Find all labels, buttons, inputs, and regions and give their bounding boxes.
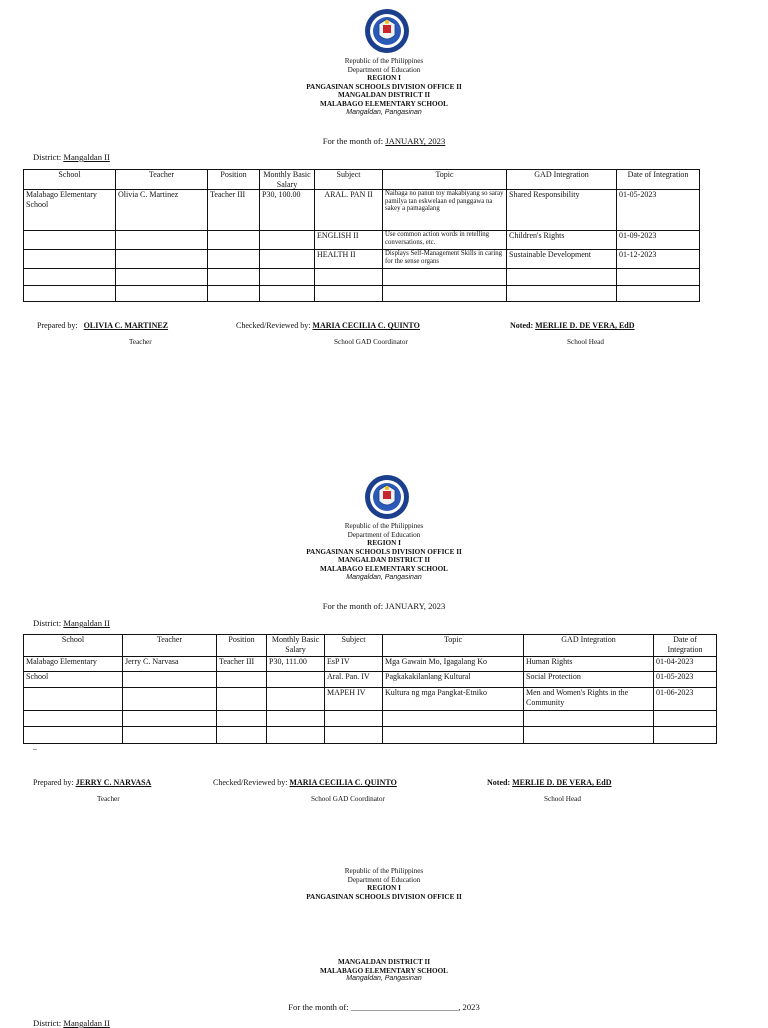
stray-dash: _ [33,742,37,751]
cell-empty [315,286,383,302]
cell-teacher [123,672,217,688]
cell-school [24,688,123,711]
cell-salary [267,688,325,711]
col-salary: Monthly Basic Salary [267,635,325,657]
school-line: MALABAGO ELEMENTARY SCHOOL [320,564,448,573]
cell-topic: Displays Self-Management Skills in caring for the sense organs [383,250,507,269]
region-line: REGION I [367,884,401,893]
noted-by [510,321,635,330]
district-label: District: [33,1018,62,1028]
cell-salary: P30, 100.00 [260,190,315,231]
month-label: For the month of: [322,601,384,611]
noted-name: MERLIE D. DE VERA, EdD [512,778,612,787]
col-gad: GAD Integration [524,635,654,657]
table-row [24,190,700,231]
col-school: School [24,170,116,190]
district-value: Mangaldan II [63,152,110,162]
col-date: Date of Integration [617,170,700,190]
cell-subject: ARAL. PAN II [315,190,383,231]
noted-name: MERLIE D. DE VERA, EdD [535,321,635,330]
cell-empty [524,711,654,727]
district-label: District: [33,618,62,628]
cell-subject: MAPEH IV [325,688,383,711]
district-office-line: MANGALDAN DISTRICT II [337,91,431,100]
region-line: REGION I [367,74,401,83]
cell-date: 01-12-2023 [617,250,700,269]
month-line [0,1002,768,1012]
prepared-name: OLIVIA C. MARTINEZ [83,321,169,330]
republic-line: Republic of the Philippines [344,522,424,530]
table-row [24,269,700,286]
col-teacher: Teacher [116,170,208,190]
month-label: For the month of: [322,136,384,146]
cell-empty [24,269,116,286]
cell-empty [217,727,267,744]
cell-salary: P30, 111.00 [267,657,325,672]
cell-empty [507,269,617,286]
checked-name: MARIA CECILIA C. QUINTO [312,321,420,330]
cell-position [217,688,267,711]
district-value: Mangaldan II [63,618,110,628]
gad-table-2 [23,634,717,744]
month-label: For the month of: [288,1002,349,1012]
division-line: PANGASINAN SCHOOLS DIVISION OFFICE II [306,547,462,556]
table-row [24,286,700,302]
cell-subject: ENGLISH II [315,231,383,250]
cell-school: Malabago Elementary [24,657,123,672]
district-office-line: MANGALDAN DISTRICT II [337,556,431,565]
col-position: Position [217,635,267,657]
cell-topic: Pagkakakilanlang Kultural [383,672,524,688]
republic-line: Republic of the Philippines [344,57,424,65]
cell-empty [208,286,260,302]
cell-teacher [116,250,208,269]
cell-school [24,250,116,269]
cell-empty [654,727,717,744]
checked-by [236,321,420,330]
noted-role: School Head [567,338,604,346]
checked-name: MARIA CECILIA C. QUINTO [289,778,397,787]
month-line [0,601,768,611]
gad-table-1 [23,169,700,302]
cell-empty [654,711,717,727]
cell-empty [116,269,208,286]
month-blank: _________________________, 2023 [350,1002,480,1012]
cell-date: 01-04-2023 [654,657,717,672]
letterhead-bottom [0,958,768,984]
table-row [24,231,700,250]
deped-seal-icon [364,474,410,520]
cell-empty [617,269,700,286]
cell-school: School [24,672,123,688]
division-line: PANGASINAN SCHOOLS DIVISION OFFICE II [306,892,462,901]
cell-teacher [116,231,208,250]
col-school: School [24,635,123,657]
prepared-by [33,778,151,787]
cell-topic: Use common action words in retelling conversations, etc. [383,231,507,250]
noted-label: Noted: [487,778,511,787]
col-subject: Subject [315,170,383,190]
cell-topic: Mga Gawain Mo, Igagalang Ko [383,657,524,672]
cell-empty [24,286,116,302]
cell-subject: EsP IV [325,657,383,672]
noted-role: School Head [544,795,581,803]
cell-empty [325,711,383,727]
checked-by [213,778,397,787]
checked-role: School GAD Coordinator [334,338,408,346]
cell-empty [383,269,507,286]
location-line: Mangaldan, Pangasinan [346,975,422,983]
cell-empty [524,727,654,744]
cell-teacher: Olivia C. Martinez [116,190,208,231]
col-topic: Topic [383,635,524,657]
checked-role: School GAD Coordinator [311,795,385,803]
department-line: Department of Education [347,530,421,539]
location-line: Mangaldan, Pangasinan [346,573,422,581]
cell-empty [208,269,260,286]
cell-empty [267,727,325,744]
cell-empty [260,269,315,286]
col-date: Date of Integration [654,635,717,657]
division-line: PANGASINAN SCHOOLS DIVISION OFFICE II [306,82,462,91]
cell-gad: Children's Rights [507,231,617,250]
col-salary: Monthly Basic Salary [260,170,315,190]
prepared-by [37,321,168,330]
cell-gad: Social Protection [524,672,654,688]
district-label: District: [33,152,62,162]
department-line: Department of Education [347,875,421,884]
cell-salary [260,231,315,250]
month-line [0,136,768,146]
cell-school: Malabago Elementary School [24,190,116,231]
col-gad: GAD Integration [507,170,617,190]
cell-subject: HEALTH II [315,250,383,269]
noted-by [487,778,612,787]
month-value: JANUARY, 2023 [385,601,446,611]
school-line: MALABAGO ELEMENTARY SCHOOL [320,966,448,975]
month-value: JANUARY, 2023 [385,136,446,146]
cell-gad: Men and Women's Rights in the Community [524,688,654,711]
cell-date: 01-09-2023 [617,231,700,250]
col-subject: Subject [325,635,383,657]
department-line: Department of Education [347,65,421,74]
table-row [24,711,717,727]
cell-gad: Shared Responsibility [507,190,617,231]
cell-position: Teacher III [208,190,260,231]
district-line [33,1018,110,1028]
col-topic: Topic [383,170,507,190]
table-row [24,727,717,744]
letterhead-top [0,867,768,901]
district-office-line: MANGALDAN DISTRICT II [337,958,431,966]
prepared-label: Prepared by: [33,778,74,787]
prepared-label: Prepared by: [37,321,78,330]
cell-empty [315,269,383,286]
cell-date: 01-06-2023 [654,688,717,711]
cell-empty [325,727,383,744]
prepared-role: Teacher [129,338,152,346]
district-value: Mangaldan II [63,1018,110,1028]
prepared-name: JERRY C. NARVASA [75,778,152,787]
cell-empty [383,711,524,727]
checked-label: Checked/Reviewed by: [236,321,311,330]
cell-empty [24,711,123,727]
letterhead [0,57,768,117]
cell-empty [507,286,617,302]
col-teacher: Teacher [123,635,217,657]
district-line [33,152,110,162]
col-position: Position [208,170,260,190]
school-line: MALABAGO ELEMENTARY SCHOOL [320,99,448,108]
region-line: REGION I [367,539,401,548]
cell-date: 01-05-2023 [654,672,717,688]
cell-salary [267,672,325,688]
cell-teacher [123,688,217,711]
republic-line: Republic of the Philippines [344,867,424,875]
cell-date: 01-05-2023 [617,190,700,231]
cell-position [217,672,267,688]
prepared-role: Teacher [97,795,120,803]
cell-gad: Sustainable Development [507,250,617,269]
cell-empty [24,727,123,744]
cell-empty [383,286,507,302]
cell-salary [260,250,315,269]
cell-empty [123,727,217,744]
cell-teacher: Jerry C. Narvasa [123,657,217,672]
cell-position [208,231,260,250]
checked-label: Checked/Reviewed by: [213,778,288,787]
cell-topic: Naibaga no panun toy makabiyang so saray pamilya tan eskwelaan ed panggawa na sakey a pamagalang [383,190,507,231]
deped-seal-icon [364,8,410,54]
cell-empty [617,286,700,302]
noted-label: Noted: [510,321,534,330]
table-row [24,657,717,672]
location-line: Mangaldan, Pangasinan [346,108,422,116]
table-row [24,688,717,711]
cell-empty [267,711,325,727]
cell-empty [217,711,267,727]
cell-subject: Aral. Pan. IV [325,672,383,688]
cell-position [208,250,260,269]
cell-topic: Kultura ng mga Pangkat-Etniko [383,688,524,711]
cell-empty [116,286,208,302]
table-row [24,250,700,269]
letterhead [0,522,768,582]
cell-school [24,231,116,250]
district-line [33,618,110,628]
table-row [24,672,717,688]
cell-empty [123,711,217,727]
cell-empty [260,286,315,302]
cell-gad: Human Rights [524,657,654,672]
cell-empty [383,727,524,744]
cell-position: Teacher III [217,657,267,672]
